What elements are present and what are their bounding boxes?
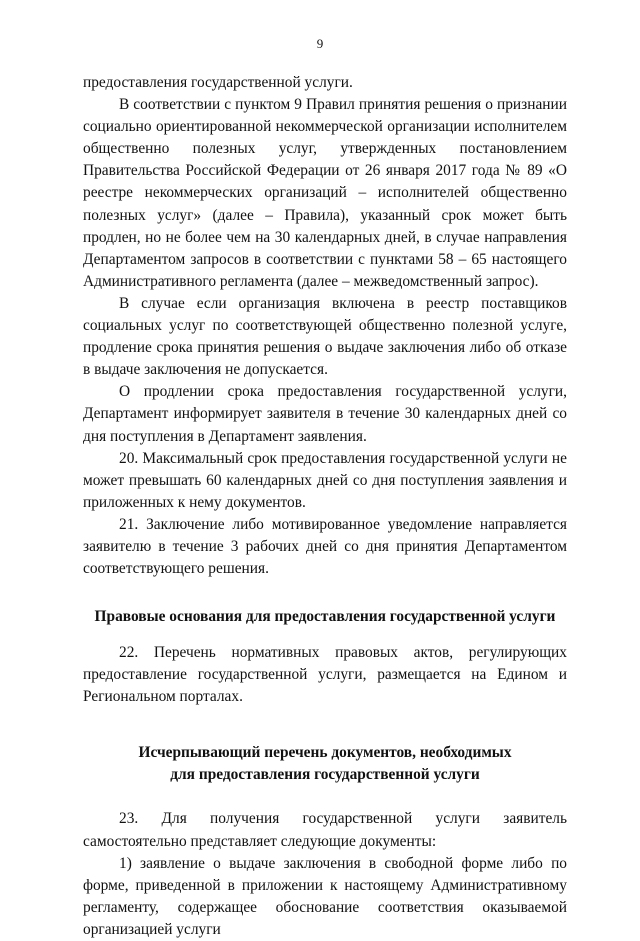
section-heading-documents-line2: для предоставления государственной услуги	[170, 766, 480, 784]
paragraph-21: 21. Заключение либо мотивированное уведомление направляется заявителю в течение 3 рабочих дней со дня принятия Департаментом соответствующего решения.	[83, 515, 567, 578]
paragraph-registry-case: В случае если организация включена в реестр поставщиков социальных услуг по соответствующей общественно полезной услуге, продление срока принятия решения о выдаче заключения либо об отказе в выдаче заключения не допускается.	[83, 294, 567, 379]
paragraph-20: 20. Максимальный срок предоставления государственной услуги не может превышать 60 календарных дней со дня поступления заявления и приложенных к нему документов.	[83, 449, 567, 511]
paragraph-23-item-1: 1) заявление о выдаче заключения в свободной форме либо по форме, приведенной в приложении к настоящему Административному регламенту, содержащее обоснование соответствия оказываемой организацией услуги	[83, 854, 567, 938]
section-heading-documents-line1: Исчерпывающий перечень документов, необходимых	[138, 744, 512, 762]
page-number: 9	[316, 36, 324, 51]
paragraph-extension-rule: В соответствии с пунктом 9 Правил принятия решения о признании социально ориентированной некоммерческой организации исполнителем общественно полезных услуг, утвержденных постановлением Правительства Российской Федерации от 26 января 2017 года № 89 «О реестре некоммерческих организаций – исполнителей общественно полезных услуг» (далее – Правила), указанный срок может быть продлен, но не более чем на 30 календарных дней, в случае направления Департаментом запросов в соответствии с пунктами 58 – 65 настоящего Административного регламента (далее – межведомственный запрос).	[83, 96, 567, 290]
section-heading-legal-basis: Правовые основания для предоставления государственной услуги	[94, 608, 556, 626]
paragraph-extension-notice: О продлении срока предоставления государственной услуги, Департамент информирует заявителя в течение 30 календарных дней со дня поступления в Департамент заявления.	[83, 383, 567, 445]
paragraph-22: 22. Перечень нормативных правовых актов, регулирующих предоставление государственной услуги, размещается на Едином и Региональном порталах.	[83, 644, 567, 706]
paragraph-continuation: предоставления государственной услуги.	[83, 74, 353, 91]
paragraph-23: 23. Для получения государственной услуги заявитель самостоятельно представляет следующие документы:	[83, 810, 567, 850]
document-body	[83, 72, 567, 941]
section-heading-documents	[83, 742, 567, 786]
